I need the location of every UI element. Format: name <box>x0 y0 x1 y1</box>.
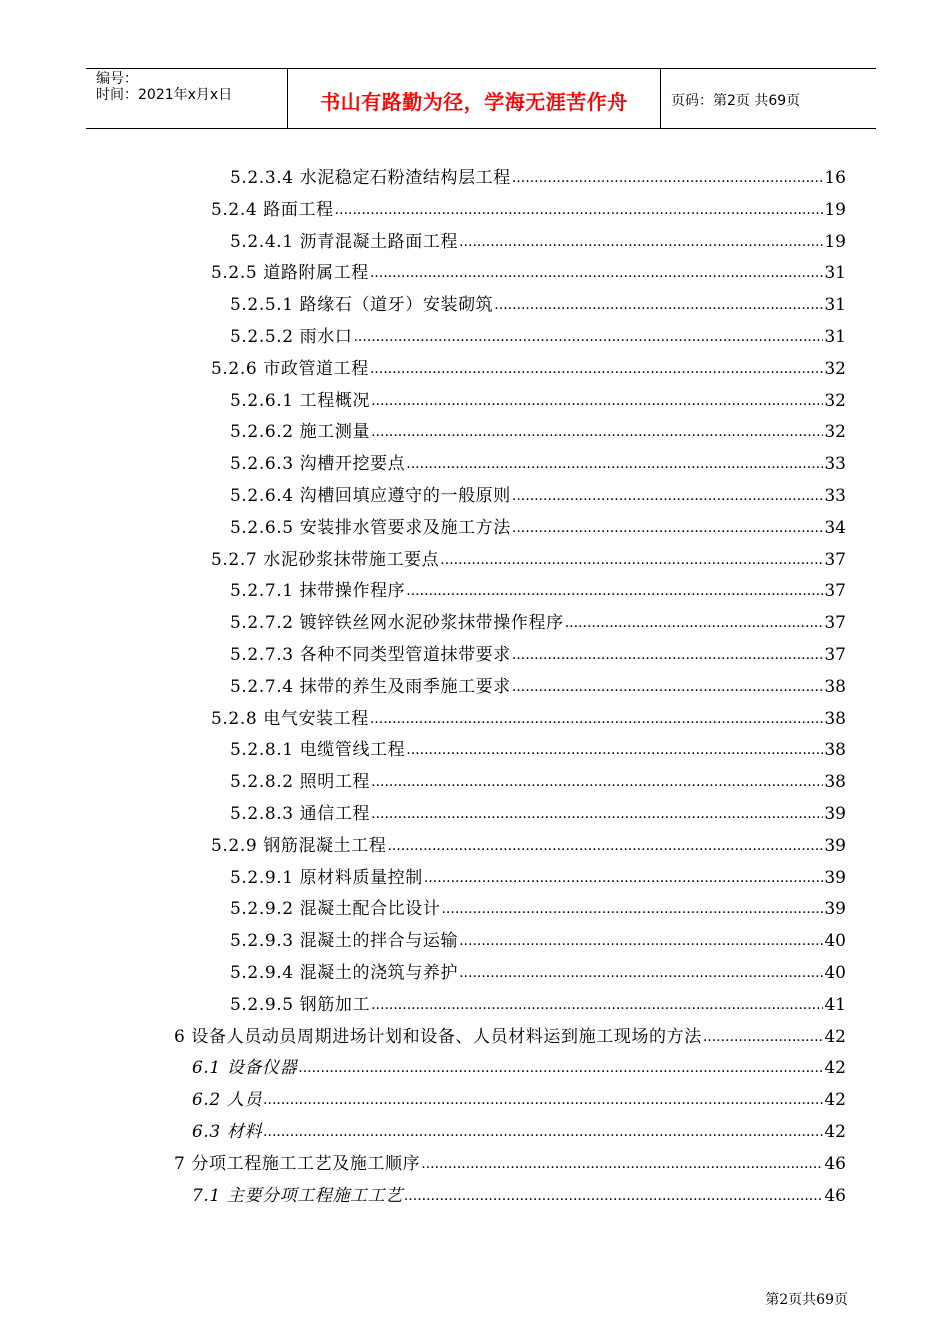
toc-entry-title: 5.2.9.5 钢筋加工 <box>230 994 371 1015</box>
toc-entry-page: 37 <box>824 581 846 602</box>
toc-entry[interactable] <box>174 1143 846 1175</box>
header-page-info <box>661 69 876 128</box>
toc-entry-title: 5.2.7 水泥砂浆抹带施工要点 <box>211 549 440 570</box>
toc-leader-dots <box>441 898 823 920</box>
footer-page-label: 第2页共69页 <box>765 1292 848 1308</box>
toc-entry-title: 6.3 材料 <box>192 1122 263 1142</box>
document-time-label: 时间：2021年x月x日 <box>96 87 233 103</box>
toc-entry[interactable] <box>230 570 846 602</box>
toc-entry[interactable] <box>230 793 846 825</box>
toc-entry-title: 5.2.6.2 施工测量 <box>230 422 371 443</box>
toc-entry[interactable] <box>230 602 846 634</box>
page-header <box>86 68 876 129</box>
toc-entry[interactable] <box>230 761 846 793</box>
toc-entry-title: 5.2.8.2 照明工程 <box>230 772 371 793</box>
toc-entry[interactable] <box>211 539 846 571</box>
toc-entry[interactable] <box>230 857 846 889</box>
toc-leader-dots <box>371 771 823 793</box>
toc-entry-title: 7.1 主要分项工程施工工艺 <box>192 1185 403 1206</box>
toc-entry-page: 32 <box>824 390 846 411</box>
toc-leader-dots <box>424 867 823 889</box>
toc-leader-dots <box>440 549 823 571</box>
toc-entry-page: 33 <box>824 454 846 475</box>
toc-leader-dots <box>371 994 823 1016</box>
toc-entry-page: 46 <box>824 1185 846 1206</box>
toc-entry-title: 5.2.6.3 沟槽开挖要点 <box>230 454 406 475</box>
toc-entry-title: 5.2.4.1 沥青混凝土路面工程 <box>230 231 459 252</box>
toc-entry-title: 7 分项工程施工工艺及施工顺序 <box>174 1153 421 1174</box>
toc-entry-title: 5.2.8 电气安装工程 <box>211 708 369 729</box>
toc-entry[interactable] <box>230 634 846 666</box>
toc-leader-dots <box>459 962 823 984</box>
header-slogan-cell <box>288 69 661 128</box>
toc-entry[interactable] <box>230 920 846 952</box>
toc-entry[interactable] <box>230 952 846 984</box>
toc-entry-page: 16 <box>824 168 846 188</box>
header-meta <box>86 69 288 128</box>
toc-entry[interactable] <box>230 316 846 348</box>
toc-entry-page: 31 <box>824 263 846 284</box>
toc-leader-dots <box>703 1026 824 1048</box>
toc-entry-title: 5.2.8.1 电缆管线工程 <box>230 740 406 761</box>
toc-entry-title: 5.2.5.1 路缘石（道牙）安装砌筑 <box>230 295 494 316</box>
toc-entry[interactable] <box>192 1175 846 1207</box>
toc-leader-dots <box>512 485 823 507</box>
toc-entry[interactable] <box>230 380 846 412</box>
toc-leader-dots <box>406 453 823 475</box>
toc-entry-page: 37 <box>824 549 846 570</box>
toc-leader-dots <box>406 580 823 602</box>
toc-entry-title: 5.2.7.1 抹带操作程序 <box>230 581 406 602</box>
toc-entry[interactable] <box>230 411 846 443</box>
toc-entry[interactable] <box>230 475 846 507</box>
toc-leader-dots <box>371 803 823 825</box>
toc-entry-page: 42 <box>824 1026 846 1047</box>
toc-entry[interactable] <box>192 1111 846 1143</box>
toc-entry[interactable] <box>174 1016 846 1048</box>
toc-entry[interactable] <box>230 984 846 1016</box>
document-number-label: 编号： <box>96 71 138 87</box>
toc-entry-page: 39 <box>824 804 846 824</box>
toc-leader-dots <box>263 1121 823 1143</box>
toc-entry-page: 19 <box>824 231 846 252</box>
toc-entry-page: 42 <box>824 1090 846 1111</box>
toc-entry-page: 38 <box>824 708 846 729</box>
toc-leader-dots <box>353 326 823 348</box>
toc-entry[interactable] <box>211 189 846 221</box>
toc-entry-page: 42 <box>824 1058 846 1079</box>
toc-entry-page: 31 <box>824 295 846 316</box>
header-page-label: 页码：第2页 共69页 <box>671 93 801 109</box>
toc-entry[interactable] <box>211 348 846 380</box>
toc-entry-title: 5.2.9.2 混凝土配合比设计 <box>230 899 441 920</box>
toc-entry-title: 5.2.6.5 安装排水管要求及施工方法 <box>230 517 511 538</box>
toc-leader-dots <box>370 262 824 284</box>
toc-leader-dots <box>459 930 823 952</box>
toc-leader-dots <box>512 644 823 666</box>
toc-entry[interactable] <box>230 284 846 316</box>
toc-entry-title: 5.2.7.4 抹带的养生及雨季施工要求 <box>230 676 511 697</box>
toc-entry-title: 5.2.5.2 雨水口 <box>230 327 353 347</box>
toc-entry-page: 38 <box>824 772 846 793</box>
toc-entry-title: 5.2.9.1 原材料质量控制 <box>230 867 423 888</box>
toc-entry-page: 37 <box>824 613 846 634</box>
header-slogan: 书山有路勤为径，学海无涯苦作舟 <box>320 89 628 114</box>
toc-entry[interactable] <box>230 666 846 698</box>
toc-entry-title: 5.2.5 道路附属工程 <box>211 263 369 284</box>
toc-entry-page: 38 <box>824 740 846 761</box>
toc-leader-dots <box>512 167 823 189</box>
toc-entry-page: 33 <box>824 486 846 506</box>
toc-entry[interactable] <box>192 1079 846 1111</box>
toc-leader-dots <box>406 739 823 761</box>
toc-entry-page: 32 <box>824 358 846 379</box>
toc-entry[interactable] <box>230 507 846 539</box>
toc-leader-dots <box>370 708 824 730</box>
toc-entry-title: 5.2.7.2 镀锌铁丝网水泥砂浆抹带操作程序 <box>230 613 564 634</box>
toc-leader-dots <box>404 1185 824 1207</box>
toc-entry[interactable] <box>230 443 846 475</box>
toc-entry[interactable] <box>211 825 846 857</box>
toc-entry[interactable] <box>230 157 846 189</box>
toc-leader-dots <box>263 1089 823 1111</box>
toc-entry-title: 5.2.9 钢筋混凝土工程 <box>211 835 387 856</box>
toc-entry-page: 19 <box>824 199 846 220</box>
toc-entry-page: 37 <box>824 645 846 665</box>
toc-entry-page: 32 <box>824 422 846 443</box>
toc-entry-title: 5.2.8.3 通信工程 <box>230 804 371 824</box>
toc-leader-dots <box>459 231 823 253</box>
toc-entry[interactable] <box>192 1047 846 1079</box>
toc-leader-dots <box>512 676 823 698</box>
toc-entry-title: 6.1 设备仪器 <box>192 1058 298 1079</box>
toc-entry-page: 31 <box>824 327 846 347</box>
toc-entry-title: 5.2.6.1 工程概况 <box>230 390 371 411</box>
toc-entry-page: 40 <box>824 931 846 952</box>
toc-leader-dots <box>370 358 824 380</box>
toc-entry-title: 5.2.6 市政管道工程 <box>211 358 369 379</box>
toc-entry[interactable] <box>211 252 846 284</box>
toc-entry[interactable] <box>230 729 846 761</box>
toc-entry-title: 6.2 人员 <box>192 1090 263 1111</box>
page-footer <box>765 1289 848 1309</box>
toc-entry-page: 38 <box>824 676 846 697</box>
toc-leader-dots <box>421 1153 823 1175</box>
toc-entry-title: 5.2.9.3 混凝土的拌合与运输 <box>230 931 459 952</box>
toc-leader-dots <box>512 517 823 539</box>
toc-entry-page: 34 <box>824 517 846 538</box>
toc-entry[interactable] <box>230 221 846 253</box>
toc-entry-title: 6 设备人员动员周期进场计划和设备、人员材料运到施工现场的方法 <box>174 1026 702 1047</box>
toc-entry-title: 5.2.9.4 混凝土的浇筑与养护 <box>230 963 459 983</box>
toc-entry-page: 39 <box>824 899 846 920</box>
toc-leader-dots <box>387 835 823 857</box>
toc-entry-page: 39 <box>824 867 846 888</box>
toc-leader-dots <box>298 1057 823 1079</box>
toc-leader-dots <box>371 390 823 412</box>
toc-entry-page: 42 <box>824 1122 846 1142</box>
toc-leader-dots <box>335 199 824 221</box>
toc-entry-title: 5.2.6.4 沟槽回填应遵守的一般原则 <box>230 486 511 506</box>
toc-entry[interactable] <box>211 698 846 730</box>
toc-entry-title: 5.2.7.3 各种不同类型管道抹带要求 <box>230 645 511 665</box>
toc-leader-dots <box>565 612 824 634</box>
toc-leader-dots <box>371 421 823 443</box>
toc-entry-page: 41 <box>824 994 846 1015</box>
toc-leader-dots <box>494 294 823 316</box>
toc-entry[interactable] <box>230 888 846 920</box>
toc-entry-page: 40 <box>824 963 846 983</box>
toc-entry-title: 5.2.4 路面工程 <box>211 199 334 220</box>
toc-entry-page: 46 <box>824 1153 846 1174</box>
toc-entry-title: 5.2.3.4 水泥稳定石粉渣结构层工程 <box>230 168 511 188</box>
toc-entry-page: 39 <box>824 835 846 856</box>
